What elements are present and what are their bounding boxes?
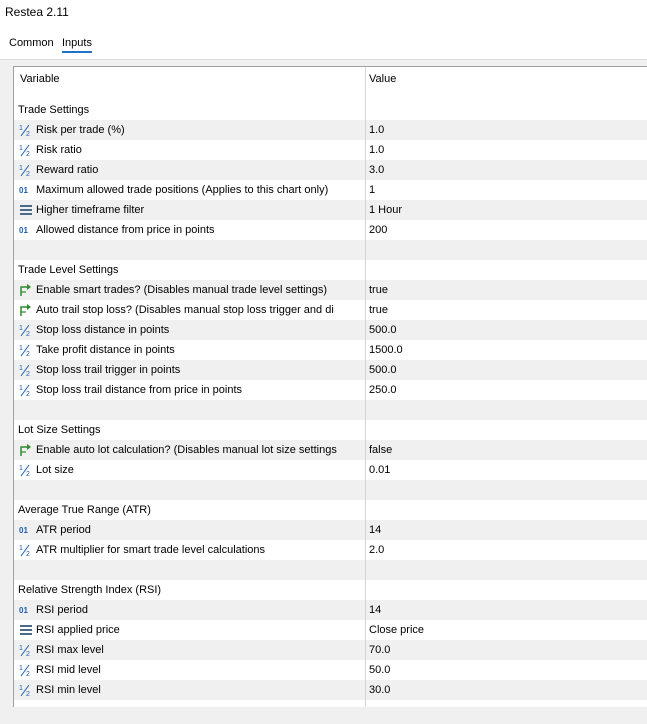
section-label: Trade Level Settings bbox=[18, 264, 119, 276]
value-cell[interactable] bbox=[366, 520, 647, 540]
svg-text:2: 2 bbox=[26, 371, 30, 377]
variable-cell[interactable] bbox=[14, 380, 366, 400]
variable-label: RSI applied price bbox=[36, 624, 120, 636]
variable-label: Higher timeframe filter bbox=[36, 204, 145, 216]
list-icon bbox=[19, 203, 33, 217]
variable-cell[interactable] bbox=[14, 320, 366, 340]
table-row[interactable] bbox=[14, 160, 647, 180]
svg-text:2: 2 bbox=[26, 471, 30, 477]
title-bar bbox=[0, 0, 647, 26]
variable-cell[interactable] bbox=[14, 220, 366, 240]
svg-text:2: 2 bbox=[26, 391, 30, 397]
value-cell bbox=[366, 420, 647, 440]
svg-text:2: 2 bbox=[26, 551, 30, 557]
variable-cell[interactable] bbox=[14, 680, 366, 700]
fraction-icon bbox=[19, 543, 33, 557]
value-cell bbox=[366, 400, 647, 420]
variable-cell bbox=[14, 500, 366, 520]
table-row[interactable] bbox=[14, 680, 647, 700]
variable-value: Close price bbox=[369, 624, 425, 636]
integer-icon bbox=[19, 523, 33, 537]
variable-cell bbox=[14, 560, 366, 580]
variable-value: 2.0 bbox=[369, 544, 385, 556]
variable-label: Stop loss trail distance from price in points bbox=[36, 384, 243, 396]
svg-text:1: 1 bbox=[19, 365, 23, 372]
svg-text:01: 01 bbox=[19, 606, 28, 615]
variable-value: 14 bbox=[369, 604, 382, 616]
variable-cell[interactable] bbox=[14, 460, 366, 480]
table-row[interactable] bbox=[14, 280, 647, 300]
integer-icon bbox=[19, 223, 33, 237]
variable-cell[interactable] bbox=[14, 620, 366, 640]
variable-cell[interactable] bbox=[14, 180, 366, 200]
section-header-row bbox=[14, 100, 647, 120]
table-row[interactable] bbox=[14, 340, 647, 360]
variable-cell[interactable] bbox=[14, 520, 366, 540]
value-cell[interactable] bbox=[366, 320, 647, 340]
svg-text:2: 2 bbox=[26, 671, 30, 677]
svg-text:1: 1 bbox=[19, 125, 23, 132]
svg-text:2: 2 bbox=[26, 131, 30, 137]
header-variable-cell[interactable] bbox=[14, 67, 366, 100]
fraction-icon bbox=[19, 643, 33, 657]
variable-value: 1 Hour bbox=[369, 204, 403, 216]
tab-bar bbox=[0, 26, 647, 60]
variable-label: Lot size bbox=[36, 464, 74, 476]
variable-label: RSI mid level bbox=[36, 664, 101, 676]
svg-text:2: 2 bbox=[26, 691, 30, 697]
svg-text:1: 1 bbox=[19, 385, 23, 392]
variable-value: 1500.0 bbox=[369, 344, 403, 356]
svg-text:2: 2 bbox=[26, 331, 30, 337]
variable-value: 30.0 bbox=[369, 684, 391, 696]
section-label: Average True Range (ATR) bbox=[18, 504, 151, 516]
value-cell[interactable] bbox=[366, 120, 647, 140]
variable-value: 0.01 bbox=[369, 464, 391, 476]
spacer-row bbox=[14, 560, 647, 580]
table-row[interactable] bbox=[14, 640, 647, 660]
section-label: Lot Size Settings bbox=[18, 424, 101, 436]
svg-text:1: 1 bbox=[19, 545, 23, 552]
value-cell bbox=[366, 560, 647, 580]
variable-value: 1.0 bbox=[369, 124, 385, 136]
tab-common[interactable]: Common bbox=[9, 37, 54, 49]
table-row[interactable] bbox=[14, 320, 647, 340]
fraction-icon bbox=[19, 663, 33, 677]
value-cell bbox=[366, 100, 647, 120]
svg-text:1: 1 bbox=[19, 465, 23, 472]
variable-cell[interactable] bbox=[14, 440, 366, 460]
variable-value: 500.0 bbox=[369, 324, 397, 336]
value-cell[interactable] bbox=[366, 200, 647, 220]
svg-text:2: 2 bbox=[26, 171, 30, 177]
variable-cell bbox=[14, 580, 366, 600]
variable-label: Risk ratio bbox=[36, 144, 82, 156]
variable-cell[interactable] bbox=[14, 280, 366, 300]
fraction-icon bbox=[19, 463, 33, 477]
variable-cell[interactable] bbox=[14, 600, 366, 620]
value-cell bbox=[366, 500, 647, 520]
variable-label: Risk per trade (%) bbox=[36, 124, 125, 136]
variable-value: true bbox=[369, 304, 388, 316]
variable-label: Stop loss trail trigger in points bbox=[36, 364, 181, 376]
svg-text:01: 01 bbox=[19, 226, 28, 235]
table-row[interactable] bbox=[14, 360, 647, 380]
value-cell bbox=[366, 580, 647, 600]
variable-value: 14 bbox=[369, 524, 382, 536]
variable-value: 1 bbox=[369, 184, 376, 196]
spacer-row bbox=[14, 400, 647, 420]
variable-cell[interactable] bbox=[14, 300, 366, 320]
fraction-icon bbox=[19, 363, 33, 377]
svg-text:1: 1 bbox=[19, 685, 23, 692]
table-row[interactable] bbox=[14, 120, 647, 140]
svg-text:2: 2 bbox=[26, 151, 30, 157]
value-cell[interactable] bbox=[366, 140, 647, 160]
tab-inputs[interactable]: Inputs bbox=[62, 37, 92, 53]
section-header-row bbox=[14, 260, 647, 280]
variable-label: RSI period bbox=[36, 604, 88, 616]
value-cell bbox=[366, 240, 647, 260]
svg-text:2: 2 bbox=[26, 351, 30, 357]
boolean-arrow-icon bbox=[19, 303, 33, 317]
svg-text:1: 1 bbox=[19, 645, 23, 652]
svg-text:1: 1 bbox=[19, 145, 23, 152]
fraction-icon bbox=[19, 163, 33, 177]
value-cell[interactable] bbox=[366, 360, 647, 380]
spacer-row bbox=[14, 480, 647, 500]
header-value: Value bbox=[369, 73, 397, 85]
fraction-icon bbox=[19, 683, 33, 697]
variable-value: 3.0 bbox=[369, 164, 385, 176]
section-label: Relative Strength Index (RSI) bbox=[18, 584, 162, 596]
value-cell[interactable] bbox=[366, 220, 647, 240]
dialog-footer-area bbox=[0, 707, 647, 724]
table-row[interactable] bbox=[14, 460, 647, 480]
table-row[interactable] bbox=[14, 180, 647, 200]
variable-label: RSI min level bbox=[36, 684, 101, 696]
value-cell[interactable] bbox=[366, 600, 647, 620]
section-header-row bbox=[14, 500, 647, 520]
variable-value: true bbox=[369, 284, 388, 296]
variable-value: 250.0 bbox=[369, 384, 397, 396]
table-row[interactable] bbox=[14, 220, 647, 240]
svg-text:01: 01 bbox=[19, 526, 28, 535]
variable-label: ATR period bbox=[36, 524, 91, 536]
variable-label: Enable smart trades? (Disables manual trade level settings) bbox=[36, 284, 328, 296]
value-cell[interactable] bbox=[366, 620, 647, 640]
variable-cell[interactable] bbox=[14, 640, 366, 660]
svg-text:1: 1 bbox=[19, 345, 23, 352]
svg-text:2: 2 bbox=[26, 651, 30, 657]
table-row[interactable] bbox=[14, 620, 647, 640]
value-cell[interactable] bbox=[366, 280, 647, 300]
table-row[interactable] bbox=[14, 200, 647, 220]
variable-cell[interactable] bbox=[14, 360, 366, 380]
value-cell bbox=[366, 480, 647, 500]
variable-cell bbox=[14, 100, 366, 120]
table-row[interactable] bbox=[14, 540, 647, 560]
table-row[interactable] bbox=[14, 600, 647, 620]
value-cell[interactable] bbox=[366, 660, 647, 680]
svg-text:1: 1 bbox=[19, 165, 23, 172]
variable-label: Enable auto lot calculation? (Disables manual lot size settings bbox=[36, 444, 337, 456]
value-cell[interactable] bbox=[366, 640, 647, 660]
section-header-row bbox=[14, 420, 647, 440]
variable-cell[interactable] bbox=[14, 540, 366, 560]
value-cell[interactable] bbox=[366, 340, 647, 360]
value-cell[interactable] bbox=[366, 460, 647, 480]
table-header bbox=[14, 67, 647, 100]
variable-label: Stop loss distance in points bbox=[36, 324, 170, 336]
variable-label: Maximum allowed trade positions (Applies to this chart only) bbox=[36, 184, 329, 196]
variable-cell bbox=[14, 260, 366, 280]
table-row[interactable] bbox=[14, 440, 647, 460]
variable-value: 1.0 bbox=[369, 144, 385, 156]
variable-label: Reward ratio bbox=[36, 164, 99, 176]
value-cell[interactable] bbox=[366, 440, 647, 460]
fraction-icon bbox=[19, 143, 33, 157]
variable-cell[interactable] bbox=[14, 660, 366, 680]
boolean-arrow-icon bbox=[19, 283, 33, 297]
section-header-row bbox=[14, 580, 647, 600]
table-row[interactable] bbox=[14, 140, 647, 160]
variable-cell[interactable] bbox=[14, 160, 366, 180]
variable-cell bbox=[14, 240, 366, 260]
spacer-row bbox=[14, 240, 647, 260]
variable-cell[interactable] bbox=[14, 140, 366, 160]
table-row[interactable] bbox=[14, 300, 647, 320]
variable-cell bbox=[14, 400, 366, 420]
value-cell[interactable] bbox=[366, 300, 647, 320]
variable-cell[interactable] bbox=[14, 200, 366, 220]
integer-icon bbox=[19, 183, 33, 197]
window-title: Restea 2.11 bbox=[5, 5, 69, 19]
variable-cell bbox=[14, 480, 366, 500]
fraction-icon bbox=[19, 343, 33, 357]
variable-cell[interactable] bbox=[14, 340, 366, 360]
variable-cell[interactable] bbox=[14, 120, 366, 140]
svg-text:01: 01 bbox=[19, 186, 28, 195]
value-cell[interactable] bbox=[366, 160, 647, 180]
variable-value: 50.0 bbox=[369, 664, 391, 676]
svg-text:1: 1 bbox=[19, 665, 23, 672]
svg-text:1: 1 bbox=[19, 325, 23, 332]
variable-label: ATR multiplier for smart trade level calculations bbox=[36, 544, 266, 556]
value-cell[interactable] bbox=[366, 180, 647, 200]
boolean-arrow-icon bbox=[19, 443, 33, 457]
variable-label: Allowed distance from price in points bbox=[36, 224, 215, 236]
variable-label: RSI max level bbox=[36, 644, 104, 656]
table-row[interactable] bbox=[14, 380, 647, 400]
section-label: Trade Settings bbox=[18, 104, 90, 116]
fraction-icon bbox=[19, 123, 33, 137]
fraction-icon bbox=[19, 323, 33, 337]
variable-value: 200 bbox=[369, 224, 388, 236]
variable-label: Auto trail stop loss? (Disables manual stop loss trigger and di bbox=[36, 304, 334, 316]
variable-value: 70.0 bbox=[369, 644, 391, 656]
list-icon bbox=[19, 623, 33, 637]
value-cell bbox=[366, 260, 647, 280]
value-cell[interactable] bbox=[366, 540, 647, 560]
inputs-table bbox=[13, 66, 647, 709]
header-value-cell[interactable] bbox=[366, 67, 647, 100]
variable-cell bbox=[14, 420, 366, 440]
value-cell[interactable] bbox=[366, 680, 647, 700]
value-cell[interactable] bbox=[366, 380, 647, 400]
table-row[interactable] bbox=[14, 660, 647, 680]
fraction-icon bbox=[19, 383, 33, 397]
variable-label: Take profit distance in points bbox=[36, 344, 175, 356]
variable-value: 500.0 bbox=[369, 364, 397, 376]
variable-value: false bbox=[369, 444, 393, 456]
integer-icon bbox=[19, 603, 33, 617]
header-variable: Variable bbox=[20, 73, 60, 85]
table-row[interactable] bbox=[14, 520, 647, 540]
